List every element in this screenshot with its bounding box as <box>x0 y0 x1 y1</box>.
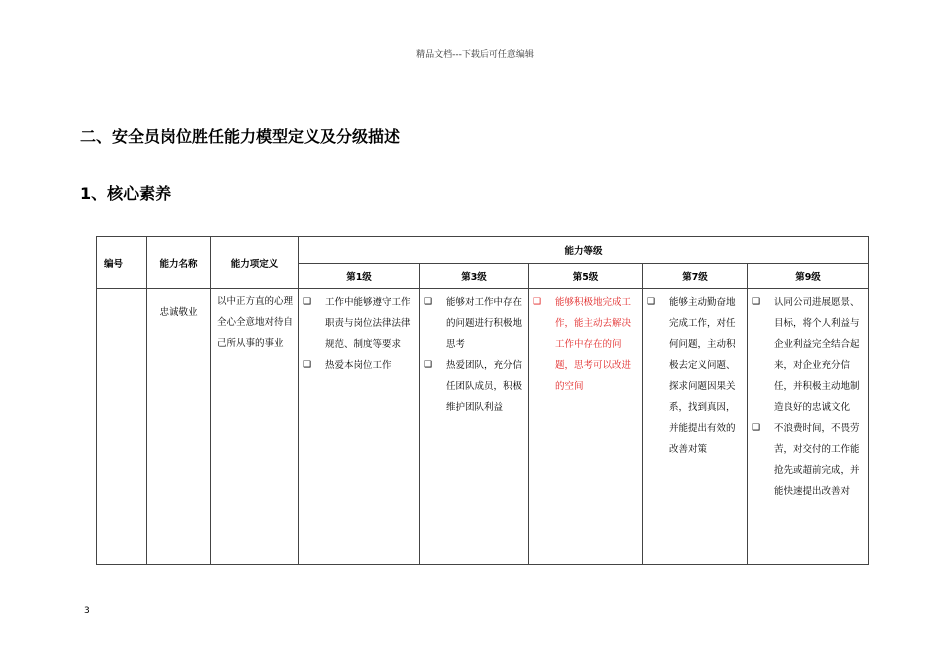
level-3-text: 能够对工作中存在的问题进行积极地思考 <box>446 297 523 350</box>
subsection-title: 1、核心素养 <box>80 184 172 203</box>
level-9-text: 认同公司进展愿景、目标，将个人利益与企业利益完全结合起来，对企业充分信任，并积极主动地制造良好的忠诚文化 <box>774 297 860 413</box>
list-item <box>303 292 415 355</box>
checkbox-bullet-icon: ❑ <box>647 297 656 307</box>
header-level-3: 第3级 <box>420 264 529 289</box>
table-row <box>97 289 869 565</box>
ability-name: 忠诚敬业 <box>147 289 211 565</box>
competency-table <box>96 236 869 565</box>
checkbox-bullet-icon: ❑ <box>303 360 312 370</box>
level-1-cell <box>299 289 420 565</box>
page-header: 精品文档---下载后可任意编辑 <box>416 50 534 60</box>
header-level-1: 第1级 <box>299 264 420 289</box>
checkbox-bullet-icon: ❑ <box>424 360 433 370</box>
checkbox-bullet-icon: ❑ <box>424 297 433 307</box>
level-5-text: 能够积极地完成工作，能主动去解决工作中存在的问题，思考可以改进的空间 <box>555 297 632 392</box>
level-7-text: 能够主动勤奋地完成工作，对任何问题，主动积极去定义问题、探求问题因果关系，找到真因，并能提出有效的改善对策 <box>669 297 736 455</box>
level-9-cell <box>748 289 869 565</box>
header-ability-levels: 能力等级 <box>299 237 869 264</box>
level-1-text: 热爱本岗位工作 <box>325 360 392 371</box>
section-title: 二、安全员岗位胜任能力模型定义及分级描述 <box>80 127 401 146</box>
checkbox-bullet-icon: ❑ <box>752 423 761 433</box>
level-7-cell <box>643 289 748 565</box>
level-1-text: 工作中能够遵守工作职责与岗位法律法律规范、制度等要求 <box>325 297 411 350</box>
checkbox-bullet-icon: ❑ <box>752 297 761 307</box>
level-3-text: 热爱团队，充分信任团队成员，积极维护团队利益 <box>446 360 523 413</box>
level-5-cell <box>529 289 643 565</box>
list-item <box>424 292 524 355</box>
header-level-7: 第7级 <box>643 264 748 289</box>
ability-definition: 以中正方直的心理全心全意地对待自己所从事的事业 <box>211 289 299 565</box>
level-9-text: 不浪费时间，不畏劳苦，对交付的工作能抢先或超前完成，并能快速提出改善对 <box>774 423 860 497</box>
row-no <box>97 289 147 565</box>
list-item <box>533 292 638 397</box>
list-item <box>424 355 524 418</box>
level-3-cell <box>420 289 529 565</box>
list-item <box>303 355 415 376</box>
page-number: 3 <box>84 606 90 616</box>
checkbox-bullet-icon: ❑ <box>533 297 542 307</box>
checkbox-bullet-icon: ❑ <box>303 297 312 307</box>
header-ability-definition: 能力项定义 <box>211 237 299 289</box>
list-item <box>752 418 864 502</box>
header-ability-name: 能力名称 <box>147 237 211 289</box>
header-level-9: 第9级 <box>748 264 869 289</box>
list-item <box>752 292 864 418</box>
header-level-5: 第5级 <box>529 264 643 289</box>
header-no: 编号 <box>97 237 147 289</box>
list-item <box>647 292 743 460</box>
